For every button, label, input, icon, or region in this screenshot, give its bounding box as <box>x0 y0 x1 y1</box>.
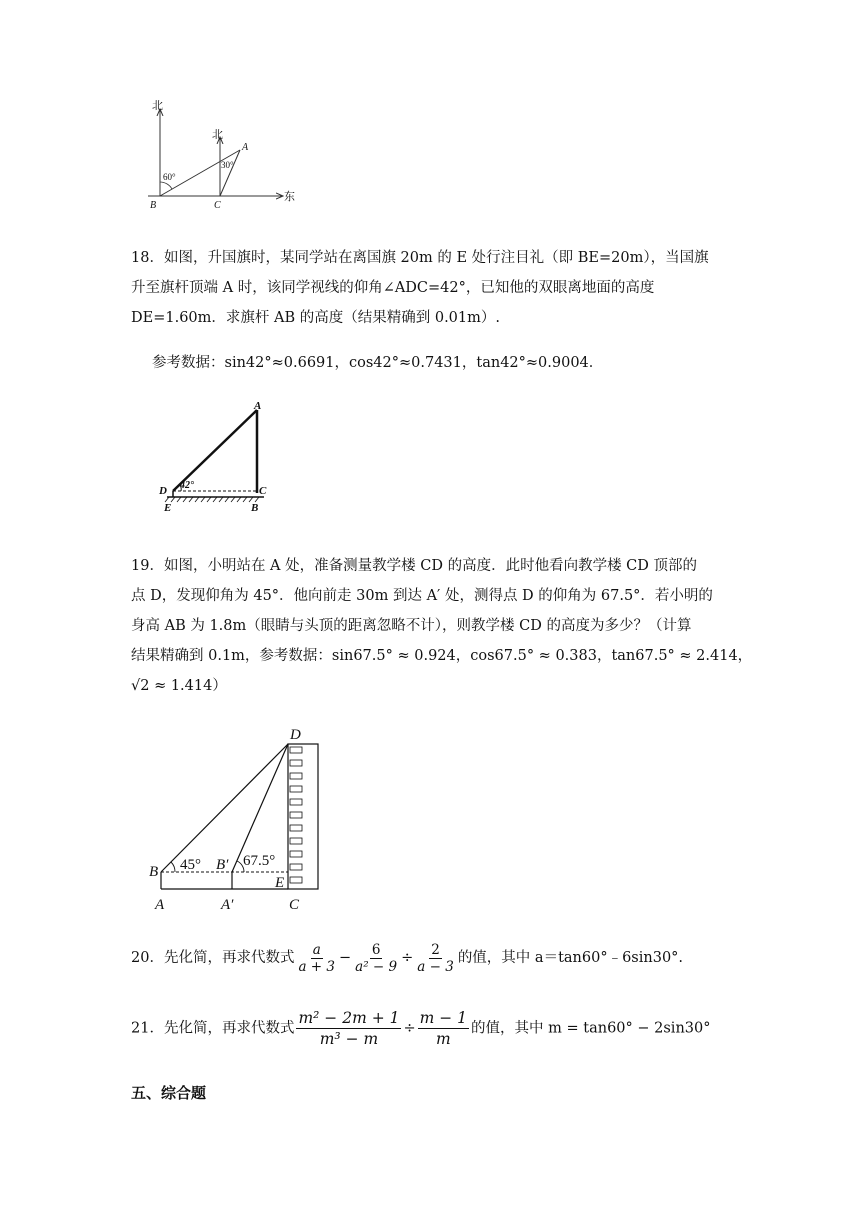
fig17-east: 东 <box>284 191 295 203</box>
fig18-label-b: B <box>251 502 259 514</box>
q20-f1-numerator: a <box>312 941 321 958</box>
q21-f2-denominator: m <box>435 1030 451 1048</box>
q21-f2-numerator: m − 1 <box>419 1009 468 1027</box>
q21-fraction-2 <box>418 1008 469 1049</box>
fig19-label-e: E <box>275 875 285 891</box>
q19-line-3: 身高 AB 为 1.8m（眼睛与头顶的距离忽略不计），则教学楼 CD 的高度为多少？（计算 <box>131 618 692 634</box>
q21-divide: ÷ <box>403 1020 416 1037</box>
fig18-label-a: A <box>254 400 262 412</box>
q20-f3-denominator: a − 3 <box>417 958 454 975</box>
q18-reference-data: 参考数据：sin42°≈0.6691，cos42°≈0.7431，tan42°≈0.9004． <box>152 355 604 371</box>
fig19-label-a: A <box>155 897 165 913</box>
fig19-label-a-prime: A′ <box>221 897 234 913</box>
q21-f1-denominator: m³ − m <box>319 1030 379 1048</box>
question-18 <box>131 243 731 333</box>
question-21 <box>131 1008 710 1049</box>
fig19-label-d: D <box>290 727 301 743</box>
q21-prefix: 21．先化简，再求代数式 <box>131 1020 295 1037</box>
q18-line-3: DE=1.60m．求旗杆 AB 的高度（结果精确到 0.01m）. <box>131 310 500 326</box>
fig19-angle-67: 67.5° <box>243 853 276 869</box>
fig19-label-b-prime: B′ <box>216 857 229 873</box>
fig18-label-e: E <box>164 502 172 514</box>
q20-fraction-3 <box>415 942 456 975</box>
q20-f1-denominator: a + 3 <box>298 958 335 975</box>
fig17-north-left: 北 <box>152 100 163 112</box>
q20-minus: − <box>339 950 352 966</box>
q19-line-4: 结果精确到 0.1m，参考数据：sin67.5° ≈ 0.924，cos67.5° ≈ 0.383，tan67.5° ≈ 2.414， <box>131 648 753 664</box>
q20-suffix: 的值，其中 a＝tan60°﹣6sin30°. <box>457 950 684 966</box>
q21-fraction-1 <box>296 1008 401 1049</box>
q20-divide: ÷ <box>401 950 414 966</box>
q20-fraction-1 <box>296 942 337 975</box>
fig18-angle: 42° <box>180 480 194 491</box>
fig18-label-c: C <box>259 485 267 497</box>
fig19-angle-45: 45° <box>180 857 201 873</box>
q21-f1-numerator: m² − 2m + 1 <box>298 1009 400 1027</box>
question-19 <box>131 551 753 701</box>
q21-suffix: 的值，其中 m = tan60° − 2sin30° <box>471 1020 711 1037</box>
fig19-label-b: B <box>149 864 159 880</box>
q20-f2-denominator: a² − 9 <box>355 958 398 975</box>
q19-line-5: √2 ≈ 1.414） <box>131 678 227 694</box>
q19-line-2: 点 D，发现仰角为 45°．他向前走 30m 到达 A′ 处，测得点 D 的仰角为 67.5°．若小明的 <box>131 588 713 604</box>
fig17-label-a: A <box>242 142 249 153</box>
figure-bearing-diagram <box>140 98 300 230</box>
question-20 <box>131 940 683 976</box>
fig17-label-c: C <box>214 200 221 211</box>
q20-f3-numerator: 2 <box>431 941 440 958</box>
q18-line-1: 18．如图，升国旗时，某同学站在离国旗 20m 的 E 处行注目礼（即 BE=20m），当国旗 <box>131 250 709 266</box>
q18-line-2: 升至旗杆顶端 A 时，该同学视线的仰角∠ADC=42°，已知他的双眼离地面的高度 <box>131 280 655 296</box>
fig17-angle-left: 60° <box>163 172 176 182</box>
q20-f2-numerator: 6 <box>371 941 381 958</box>
q19-line-1: 19．如图，小明站在 A 处，准备测量教学楼 CD 的高度．此时他看向教学楼 CD 顶部的 <box>131 558 698 574</box>
fig19-label-c: C <box>289 897 300 913</box>
section-heading: 五、综合题 <box>131 1084 207 1102</box>
figure-flagpole <box>150 398 280 516</box>
fig18-label-d: D <box>159 485 167 497</box>
fig17-label-b: B <box>150 200 157 211</box>
q20-prefix: 20．先化简，再求代数式 <box>131 950 295 966</box>
fig17-north-right: 北 <box>212 129 223 141</box>
q20-fraction-2 <box>353 942 399 975</box>
fig17-angle-right: 30° <box>221 160 234 170</box>
figure-building <box>145 722 330 914</box>
